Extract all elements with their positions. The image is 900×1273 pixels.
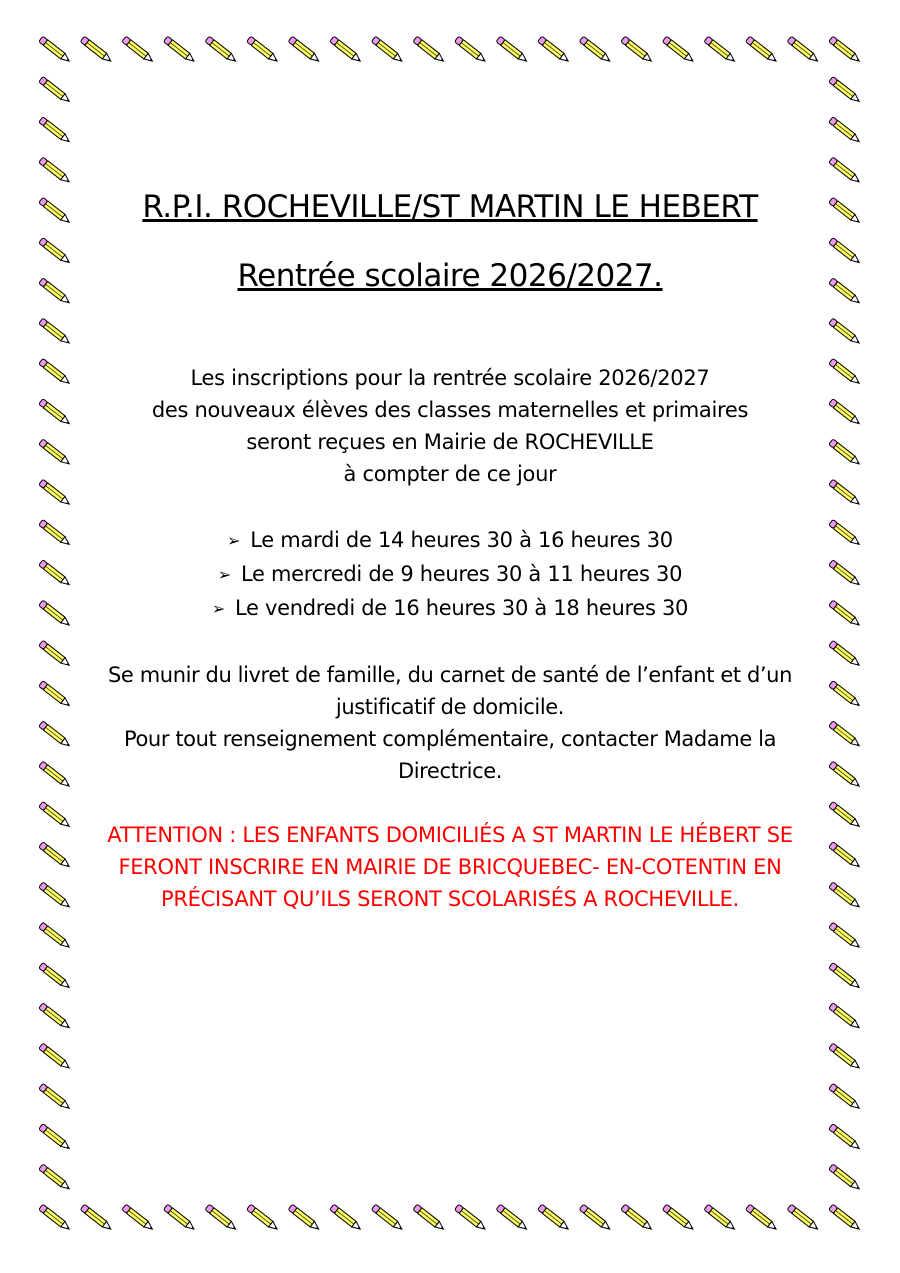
intro-paragraph (100, 362, 800, 490)
pencil-icon (39, 681, 72, 709)
pencil-icon (39, 560, 72, 588)
pencil-icon (288, 1204, 321, 1232)
pencil-icon (122, 1204, 155, 1232)
pencil-icon (80, 36, 113, 64)
pencil-icon (39, 157, 72, 185)
schedule-item (100, 592, 800, 626)
schedule-item (100, 524, 800, 558)
pencil-icon (39, 1083, 72, 1111)
arrow-bullet-icon: ➢ (217, 565, 231, 584)
pencil-icon (704, 36, 737, 64)
pencil-icon (371, 36, 404, 64)
pencil-icon (39, 36, 72, 64)
pencil-icon (39, 1164, 72, 1192)
pencil-icon (829, 238, 862, 266)
pencil-icon (829, 1083, 862, 1111)
pencil-icon (829, 1003, 862, 1031)
pencil-icon (829, 519, 862, 547)
pencil-icon (122, 36, 155, 64)
pencil-icon (39, 640, 72, 668)
pencil-icon (205, 36, 238, 64)
pencil-icon (579, 36, 612, 64)
pencil-icon (829, 922, 862, 950)
contact-text: Pour tout renseignement complémentaire, contacter Madame la Directrice. (123, 727, 777, 783)
pencil-icon (787, 1204, 820, 1232)
pencil-icon (829, 640, 862, 668)
pencil-icon (371, 1204, 404, 1232)
pencil-icon (330, 36, 363, 64)
pencil-icon (538, 1204, 571, 1232)
pencil-icon (39, 1003, 72, 1031)
pencil-icon (39, 439, 72, 467)
pencil-icon (163, 36, 196, 64)
arrow-bullet-icon: ➢ (211, 599, 225, 618)
documents-text: Se munir du livret de famille, du carnet de santé de l’enfant et d’un justificatif de domicile. (108, 663, 792, 719)
page-title: R.P.I. ROCHEVILLE/ST MARTIN LE HEBERT (142, 189, 758, 225)
pencil-icon (454, 36, 487, 64)
pencil-icon (39, 238, 72, 266)
pencil-icon (39, 801, 72, 829)
schedule-list (100, 524, 800, 626)
schedule-item-text: Le vendredi de 16 heures 30 à 18 heures 30 (234, 596, 689, 620)
pencil-icon (829, 36, 862, 64)
pencil-icon (205, 1204, 238, 1232)
pencil-icon (496, 36, 529, 64)
pencil-icon (39, 197, 72, 225)
pencil-icon (662, 36, 695, 64)
pencil-icon (829, 439, 862, 467)
pencil-icon (39, 117, 72, 145)
pencil-icon (288, 36, 321, 64)
intro-line: à compter de ce jour (343, 462, 557, 486)
pencil-icon (829, 76, 862, 104)
pencil-icon (829, 963, 862, 991)
pencil-icon (829, 157, 862, 185)
intro-line: Les inscriptions pour la rentrée scolaire 2026/2027 (190, 366, 710, 390)
pencil-icon (829, 721, 862, 749)
warning-paragraph: ATTENTION : LES ENFANTS DOMICILIÉS A ST MARTIN LE HÉBERT SE FERONT INSCRIRE EN MAIRIE DE BRICQUEBEC- EN-COTENTIN EN PRÉCISANT QU’ILS SERONT SCOLARISÉS A ROCHEVILLE. (107, 823, 793, 911)
pencil-icon (829, 399, 862, 427)
schedule-item-text: Le mardi de 14 heures 30 à 16 heures 30 (250, 528, 673, 552)
pencil-icon (829, 1204, 862, 1232)
schedule-item-text: Le mercredi de 9 heures 30 à 11 heures 30 (240, 562, 683, 586)
pencil-icon (39, 358, 72, 386)
pencil-icon (330, 1204, 363, 1232)
pencil-icon (829, 681, 862, 709)
intro-line: seront reçues en Mairie de ROCHEVILLE (246, 430, 654, 454)
pencil-icon (829, 882, 862, 910)
pencil-icon (39, 1043, 72, 1071)
pencil-icon (39, 519, 72, 547)
page-subtitle: Rentrée scolaire 2026/2027. (237, 258, 663, 294)
pencil-icon (829, 1124, 862, 1152)
pencil-icon (247, 36, 280, 64)
pencil-icon (829, 761, 862, 789)
pencil-icon (829, 358, 862, 386)
schedule-item (100, 558, 800, 592)
pencil-icon (829, 479, 862, 507)
pencil-icon (39, 922, 72, 950)
pencil-icon (496, 1204, 529, 1232)
pencil-icon (746, 1204, 779, 1232)
pencil-icon (413, 1204, 446, 1232)
pencil-icon (538, 36, 571, 64)
pencil-icon (787, 36, 820, 64)
pencil-icon (39, 479, 72, 507)
pencil-icon (579, 1204, 612, 1232)
pencil-icon (247, 1204, 280, 1232)
pencil-icon (39, 721, 72, 749)
pencil-icon (621, 36, 654, 64)
pencil-icon (746, 36, 779, 64)
pencil-icon (39, 399, 72, 427)
pencil-icon (829, 278, 862, 306)
pencil-icon (704, 1204, 737, 1232)
pencil-icon (39, 1204, 72, 1232)
pencil-icon (39, 963, 72, 991)
pencil-icon (454, 1204, 487, 1232)
pencil-icon (163, 1204, 196, 1232)
pencil-icon (39, 761, 72, 789)
pencil-icon (621, 1204, 654, 1232)
pencil-icon (39, 278, 72, 306)
pencil-icon (829, 560, 862, 588)
pencil-icon (829, 197, 862, 225)
pencil-icon (829, 600, 862, 628)
arrow-bullet-icon: ➢ (227, 531, 241, 550)
pencil-icon (39, 842, 72, 870)
pencil-icon (39, 600, 72, 628)
pencil-icon (80, 1204, 113, 1232)
pencil-icon (829, 318, 862, 346)
pencil-icon (413, 36, 446, 64)
pencil-icon (39, 76, 72, 104)
pencil-icon (829, 117, 862, 145)
pencil-icon (662, 1204, 695, 1232)
pencil-icon (39, 882, 72, 910)
notice-content (100, 185, 800, 915)
intro-line: des nouveaux élèves des classes maternelles et primaires (151, 398, 749, 422)
pencil-icon (39, 1124, 72, 1152)
pencil-icon (829, 1164, 862, 1192)
pencil-icon (829, 1043, 862, 1071)
requirements-paragraph (100, 659, 800, 787)
pencil-icon (829, 801, 862, 829)
pencil-icon (39, 318, 72, 346)
pencil-icon (829, 842, 862, 870)
